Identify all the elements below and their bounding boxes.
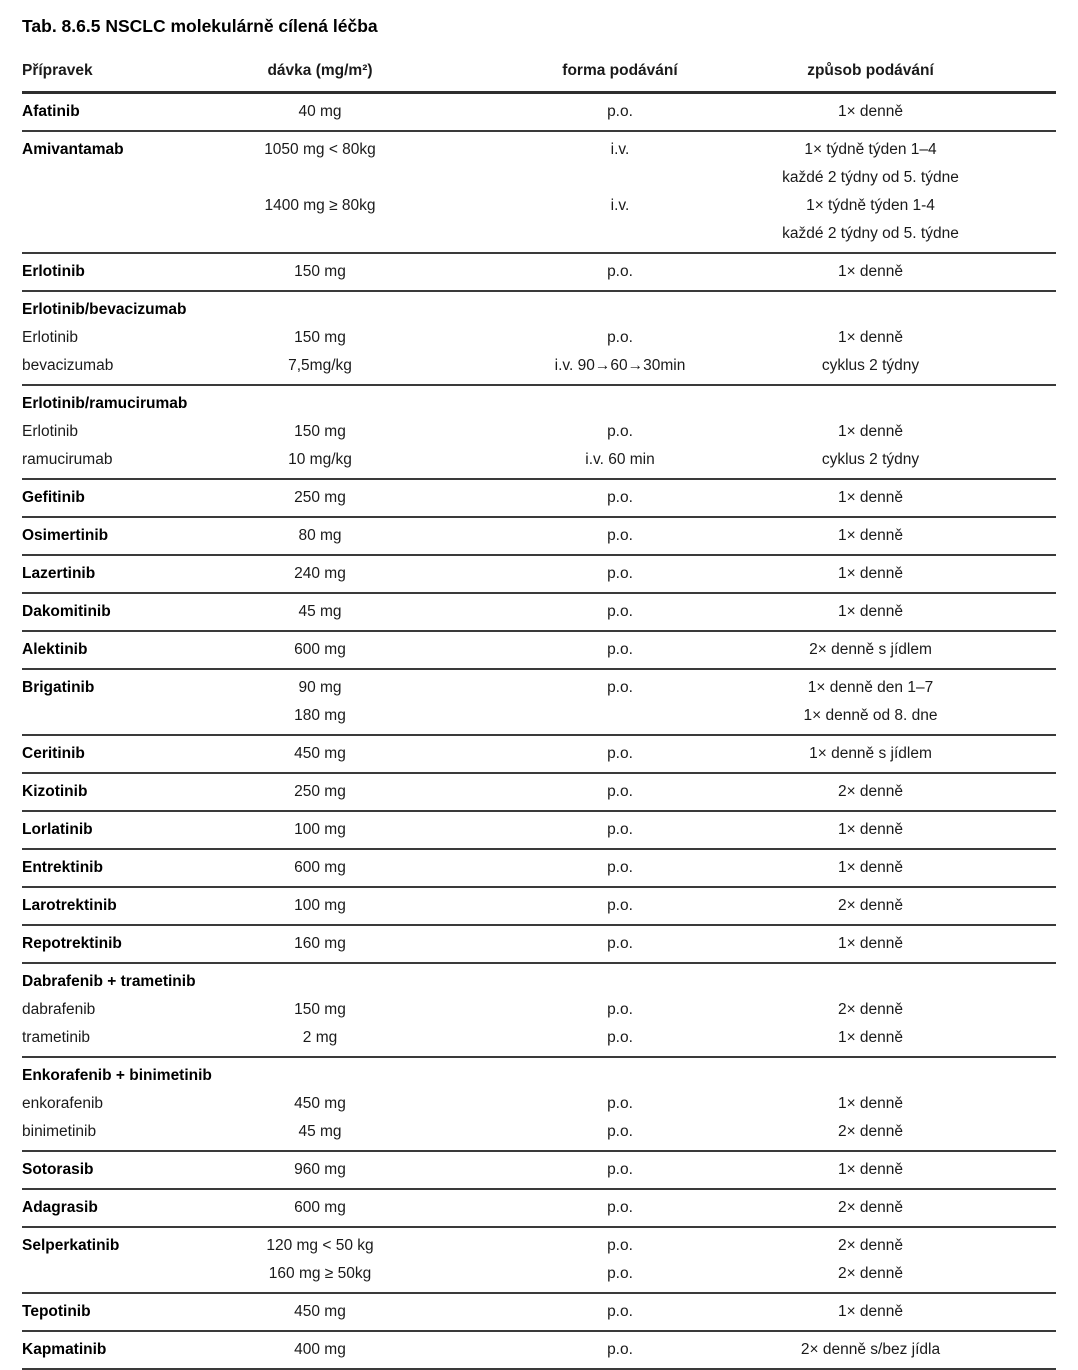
dose-cell: 90 mg xyxy=(298,679,342,696)
schedule-cell: 2× denně xyxy=(837,1265,904,1282)
table-line xyxy=(22,636,1056,664)
form-cell: p.o. xyxy=(607,527,633,544)
table-line xyxy=(22,1298,1056,1326)
drug-name-cell: Erlotinib xyxy=(22,329,78,346)
table-row xyxy=(22,1152,1056,1190)
form-cell: p.o. xyxy=(607,859,633,876)
table-line xyxy=(22,930,1056,958)
form-cell: p.o. xyxy=(607,1237,633,1254)
table-line xyxy=(22,352,1056,380)
form-cell: p.o. xyxy=(607,103,633,120)
drug-name-cell: Alektinib xyxy=(22,641,88,658)
drug-name-cell: Erlotinib xyxy=(22,263,85,280)
dose-cell: 7,5mg/kg xyxy=(288,357,352,374)
schedule-cell: 2× denně xyxy=(837,783,904,800)
form-cell: p.o. xyxy=(607,1029,633,1046)
schedule-cell: 2× denně s/bez jídla xyxy=(800,1341,941,1358)
schedule-cell: 1× denně xyxy=(837,263,904,280)
dose-cell: 240 mg xyxy=(294,565,346,582)
drug-name-cell: binimetinib xyxy=(22,1123,97,1140)
drug-name-cell: enkorafenib xyxy=(22,1095,104,1112)
drug-name-cell: dabrafenib xyxy=(22,1001,96,1018)
drug-name-cell: ramucirumab xyxy=(22,451,113,468)
row-group-title: Erlotinib/bevacizumab xyxy=(22,301,187,318)
schedule-cell: 1× denně den 1–7 xyxy=(807,679,934,696)
schedule-cell: 1× denně xyxy=(837,527,904,544)
schedule-cell: 1× denně xyxy=(837,1095,904,1112)
form-cell: p.o. xyxy=(607,1341,633,1358)
schedule-cell: 1× denně xyxy=(837,489,904,506)
schedule-cell: 1× týdně týden 1–4 xyxy=(804,141,937,158)
dose-cell: 160 mg xyxy=(294,935,346,952)
dose-cell: 960 mg xyxy=(294,1161,346,1178)
table-line xyxy=(22,598,1056,626)
form-cell: p.o. xyxy=(607,935,633,952)
form-cell: p.o. xyxy=(607,1161,633,1178)
table-row xyxy=(22,1332,1056,1370)
table-line xyxy=(22,1336,1056,1364)
table-line xyxy=(22,892,1056,920)
dose-cell: 80 mg xyxy=(298,527,342,544)
dose-cell: 600 mg xyxy=(294,1199,346,1216)
form-cell: p.o. xyxy=(607,489,633,506)
dose-cell: 400 mg xyxy=(294,1341,346,1358)
table-line xyxy=(22,778,1056,806)
dose-cell: 1050 mg < 80kg xyxy=(264,141,376,158)
table-line xyxy=(22,446,1056,474)
table-row xyxy=(22,94,1056,132)
schedule-cell: 1× denně xyxy=(837,935,904,952)
drug-name-cell: Dakomitinib xyxy=(22,603,111,620)
form-cell: i.v. 60 min xyxy=(585,451,655,468)
table-line xyxy=(22,136,1056,164)
table-line xyxy=(22,560,1056,588)
form-cell: i.v. xyxy=(610,141,630,158)
dose-cell: 1400 mg ≥ 80kg xyxy=(264,197,376,214)
table-row xyxy=(22,736,1056,774)
table-row xyxy=(22,926,1056,964)
table-row xyxy=(22,888,1056,926)
drug-name-cell: Selperkatinib xyxy=(22,1237,120,1254)
drug-name-cell: Kizotinib xyxy=(22,783,88,800)
dose-cell: 2 mg xyxy=(302,1029,338,1046)
schedule-cell: 2× denně xyxy=(837,1123,904,1140)
schedule-cell: 1× denně xyxy=(837,423,904,440)
drug-name-cell: bevacizumab xyxy=(22,357,114,374)
column-header-pripravek: Přípravek xyxy=(22,62,93,79)
schedule-cell: 1× denně xyxy=(837,859,904,876)
schedule-cell: 2× denně xyxy=(837,1001,904,1018)
schedule-cell: 2× denně s jídlem xyxy=(809,641,932,658)
form-cell: p.o. xyxy=(607,1095,633,1112)
schedule-cell: 2× denně xyxy=(837,897,904,914)
drug-name-cell: Larotrektinib xyxy=(22,897,117,914)
form-cell: p.o. xyxy=(607,745,633,762)
form-cell: p.o. xyxy=(607,897,633,914)
table-line xyxy=(22,324,1056,352)
drug-name-cell: Tepotinib xyxy=(22,1303,91,1320)
schedule-cell: každé 2 týdny od 5. týdne xyxy=(782,169,959,186)
form-cell: p.o. xyxy=(607,1199,633,1216)
drug-name-cell: Erlotinib xyxy=(22,423,78,440)
schedule-cell: 1× denně xyxy=(837,329,904,346)
drug-name-cell: Lorlatinib xyxy=(22,821,93,838)
drug-name-cell: Gefitinib xyxy=(22,489,85,506)
form-cell: p.o. xyxy=(607,1303,633,1320)
schedule-cell: 1× denně s jídlem xyxy=(809,745,932,762)
dose-cell: 180 mg xyxy=(294,707,346,724)
schedule-cell: 1× denně xyxy=(837,821,904,838)
table-line xyxy=(22,740,1056,768)
table-line xyxy=(22,674,1056,702)
schedule-cell: 1× denně xyxy=(837,565,904,582)
table-line xyxy=(22,702,1056,730)
dose-cell: 250 mg xyxy=(294,783,346,800)
schedule-cell: 1× týdně týden 1-4 xyxy=(806,197,935,214)
table-line xyxy=(22,1118,1056,1146)
table-row xyxy=(22,254,1056,292)
schedule-cell: 1× denně xyxy=(837,603,904,620)
table-row xyxy=(22,480,1056,518)
table-body xyxy=(22,94,1056,1370)
drug-name-cell: Sotorasib xyxy=(22,1161,94,1178)
dose-cell: 600 mg xyxy=(294,641,346,658)
dose-cell: 10 mg/kg xyxy=(288,451,352,468)
drug-name-cell: Entrektinib xyxy=(22,859,103,876)
table-line xyxy=(22,1024,1056,1052)
table-row xyxy=(22,812,1056,850)
dose-cell: 150 mg xyxy=(294,263,346,280)
form-cell: p.o. xyxy=(607,603,633,620)
dose-cell: 250 mg xyxy=(294,489,346,506)
dose-cell: 150 mg xyxy=(294,329,346,346)
row-group-title: Erlotinib/ramucirumab xyxy=(22,395,188,412)
schedule-cell: 1× denně xyxy=(837,1303,904,1320)
table-line xyxy=(22,220,1056,248)
drug-name-cell: Brigatinib xyxy=(22,679,95,696)
table-row xyxy=(22,1294,1056,1332)
row-group-title: Enkorafenib + binimetinib xyxy=(22,1067,212,1084)
table-line xyxy=(22,258,1056,286)
dose-cell: 150 mg xyxy=(294,423,346,440)
drug-name-cell: Adagrasib xyxy=(22,1199,98,1216)
drug-name-cell: trametinib xyxy=(22,1029,91,1046)
drug-name-cell: Amivantamab xyxy=(22,141,124,158)
table-line xyxy=(22,522,1056,550)
drug-name-cell: Osimertinib xyxy=(22,527,109,544)
drug-dosing-table xyxy=(22,57,1056,1370)
table-row xyxy=(22,774,1056,812)
table-line xyxy=(22,854,1056,882)
form-cell: i.v. xyxy=(610,197,630,214)
form-cell: p.o. xyxy=(607,565,633,582)
column-header-davka: dávka (mg/m²) xyxy=(267,62,373,79)
dose-cell: 450 mg xyxy=(294,1303,346,1320)
table-row xyxy=(22,386,1056,480)
table-line xyxy=(22,1156,1056,1184)
table-row xyxy=(22,964,1056,1058)
form-cell: p.o. xyxy=(607,329,633,346)
schedule-cell: 2× denně xyxy=(837,1237,904,1254)
dose-cell: 450 mg xyxy=(294,1095,346,1112)
drug-name-cell: Afatinib xyxy=(22,103,80,120)
table-line xyxy=(22,1090,1056,1118)
table-line xyxy=(22,1260,1056,1288)
form-cell: p.o. xyxy=(607,783,633,800)
column-header-forma-podavani: forma podávání xyxy=(562,62,678,79)
table-row xyxy=(22,594,1056,632)
table-row xyxy=(22,556,1056,594)
dose-cell: 120 mg < 50 kg xyxy=(266,1237,374,1254)
form-cell: p.o. xyxy=(607,679,633,696)
form-cell: p.o. xyxy=(607,821,633,838)
schedule-cell: 1× denně xyxy=(837,1161,904,1178)
table-row xyxy=(22,850,1056,888)
dose-cell: 160 mg ≥ 50kg xyxy=(268,1265,372,1282)
form-cell: p.o. xyxy=(607,423,633,440)
form-cell: i.v. 90→60→30min xyxy=(554,357,686,374)
table-row xyxy=(22,132,1056,254)
table-row xyxy=(22,518,1056,556)
table-header-row xyxy=(22,57,1056,94)
dose-cell: 450 mg xyxy=(294,745,346,762)
dose-cell: 600 mg xyxy=(294,859,346,876)
column-header-zpusob-podavani: způsob podávání xyxy=(807,62,934,79)
schedule-cell: 1× denně xyxy=(837,103,904,120)
dose-cell: 40 mg xyxy=(298,103,342,120)
table-row xyxy=(22,632,1056,670)
form-cell: p.o. xyxy=(607,641,633,658)
dose-cell: 100 mg xyxy=(294,897,346,914)
schedule-cell: 2× denně xyxy=(837,1199,904,1216)
form-cell: p.o. xyxy=(607,1265,633,1282)
drug-name-cell: Kapmatinib xyxy=(22,1341,107,1358)
table-line xyxy=(22,816,1056,844)
dose-cell: 150 mg xyxy=(294,1001,346,1018)
drug-name-cell: Repotrektinib xyxy=(22,935,122,952)
table-line xyxy=(22,484,1056,512)
table-line xyxy=(22,98,1056,126)
form-cell: p.o. xyxy=(607,263,633,280)
schedule-cell: cyklus 2 týdny xyxy=(821,451,920,468)
table-caption: Tab. 8.6.5 NSCLC molekulárně cílená léčba xyxy=(22,16,378,36)
table-line xyxy=(22,1232,1056,1260)
table-line xyxy=(22,192,1056,220)
table-row xyxy=(22,292,1056,386)
form-cell: p.o. xyxy=(607,1123,633,1140)
table-line xyxy=(22,1194,1056,1222)
table-row xyxy=(22,670,1056,736)
schedule-cell: každé 2 týdny od 5. týdne xyxy=(782,225,959,242)
schedule-cell: 1× denně xyxy=(837,1029,904,1046)
row-group-title: Dabrafenib + trametinib xyxy=(22,973,196,990)
drug-name-cell: Ceritinib xyxy=(22,745,85,762)
dose-cell: 45 mg xyxy=(298,603,342,620)
schedule-cell: cyklus 2 týdny xyxy=(821,357,920,374)
table-row xyxy=(22,1058,1056,1152)
table-line xyxy=(22,164,1056,192)
schedule-cell: 1× denně od 8. dne xyxy=(803,707,938,724)
table-row xyxy=(22,1228,1056,1294)
table-line xyxy=(22,418,1056,446)
dose-cell: 100 mg xyxy=(294,821,346,838)
table-row xyxy=(22,1190,1056,1228)
table-line xyxy=(22,996,1056,1024)
dose-cell: 45 mg xyxy=(298,1123,342,1140)
form-cell: p.o. xyxy=(607,1001,633,1018)
drug-name-cell: Lazertinib xyxy=(22,565,96,582)
